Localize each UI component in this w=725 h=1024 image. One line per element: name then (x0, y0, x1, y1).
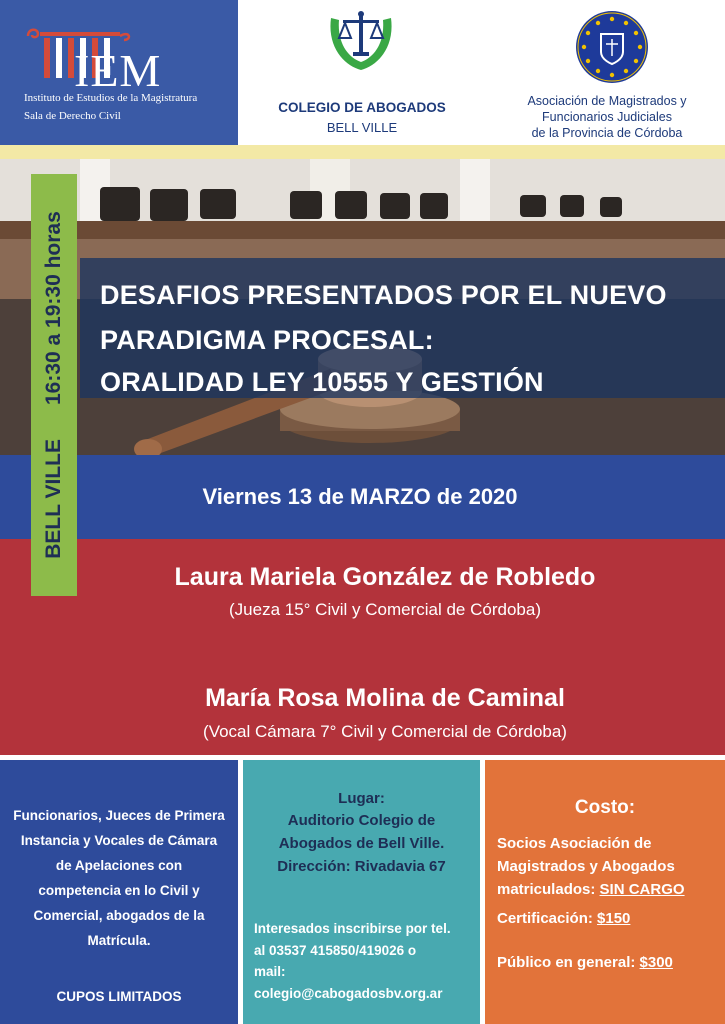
cost-public-label: Público en general: (497, 954, 640, 971)
event-title-line-2: PARADIGMA PROCESAL: (100, 325, 434, 355)
venue-label: Lugar: (338, 790, 385, 807)
cost-members-label: matriculados: (497, 881, 600, 898)
limited-seats-note: CUPOS LIMITADOS (56, 989, 182, 1004)
ribbon-text (42, 211, 66, 559)
iem-subtitle: Instituto de Estudios de la Magistratura (24, 92, 198, 104)
header (0, 0, 725, 145)
audience-line: Instancia y Vocales de Cámara (20, 833, 218, 848)
asociacion-line-2: Funcionarios Judiciales (542, 110, 672, 124)
event-date: Viernes 13 de MARZO de 2020 (202, 484, 518, 509)
scales-of-justice-icon (325, 8, 397, 74)
divider-strip (0, 145, 725, 159)
audience-line: Funcionarios, Jueces de Primera (13, 808, 225, 823)
cost-members-line: Magistrados y Abogados (497, 858, 675, 875)
speaker-name: María Rosa Molina de Caminal (205, 684, 565, 712)
cost-members-value: SIN CARGO (599, 881, 685, 898)
cost-title: Costo: (574, 797, 636, 818)
ribbon-time: 16:30 a 19:30 horas (42, 211, 65, 405)
asociacion-line-1: Asociación de Magistrados y (527, 94, 687, 108)
venue-line: Auditorio Colegio de (287, 812, 436, 829)
registration-phone: al 03537 415850/419026 o (254, 943, 417, 958)
cost-certificate-label: Certificación: (497, 910, 598, 927)
audience-line: Matrícula. (87, 933, 151, 948)
speaker-role: (Jueza 15° Civil y Comercial de Córdoba) (229, 600, 541, 619)
cost-certificate-line (497, 910, 630, 927)
iem-logo-block (0, 0, 238, 145)
venue-line: Abogados de Bell Ville. (278, 835, 445, 852)
speaker-name: Laura Mariela González de Robledo (174, 563, 596, 591)
speaker-role: (Vocal Cámara 7° Civil y Comercial de Córdoba) (203, 722, 567, 741)
cost-public-value: $300 (639, 954, 673, 971)
registration-email-link[interactable]: colegio@cabogadosbv.org.ar (254, 986, 443, 1001)
audience-line: competencia en lo Civil y (38, 883, 200, 898)
colegio-city: BELL VILLE (326, 120, 398, 135)
venue-address: Dirección: Rivadavia 67 (277, 858, 446, 875)
iem-logo-text: IEM (74, 45, 162, 96)
cost-certificate-value: $150 (597, 910, 631, 927)
colegio-name: COLEGIO DE ABOGADOS (278, 100, 446, 115)
audience-line: Comercial, abogados de la (33, 908, 205, 923)
event-title-line-3: ORALIDAD LEY 10555 Y GESTIÓN (100, 367, 544, 397)
star-seal-icon (575, 10, 649, 84)
audience-line: de Apelaciones con (55, 858, 183, 873)
iem-room: Sala de Derecho Civil (24, 110, 121, 122)
cost-public-line (497, 954, 673, 971)
registration-line: mail: (254, 964, 286, 979)
event-title-line-1: DESAFIOS PRESENTADOS POR EL NUEVO (100, 280, 667, 310)
cost-members-line (497, 881, 685, 898)
ribbon-city: BELL VILLE (42, 439, 65, 559)
asociacion-line-3: de la Provincia de Córdoba (531, 126, 683, 140)
cost-members-line: Socios Asociación de (497, 835, 652, 852)
registration-line: Interesados inscribirse por tel. (254, 921, 451, 936)
